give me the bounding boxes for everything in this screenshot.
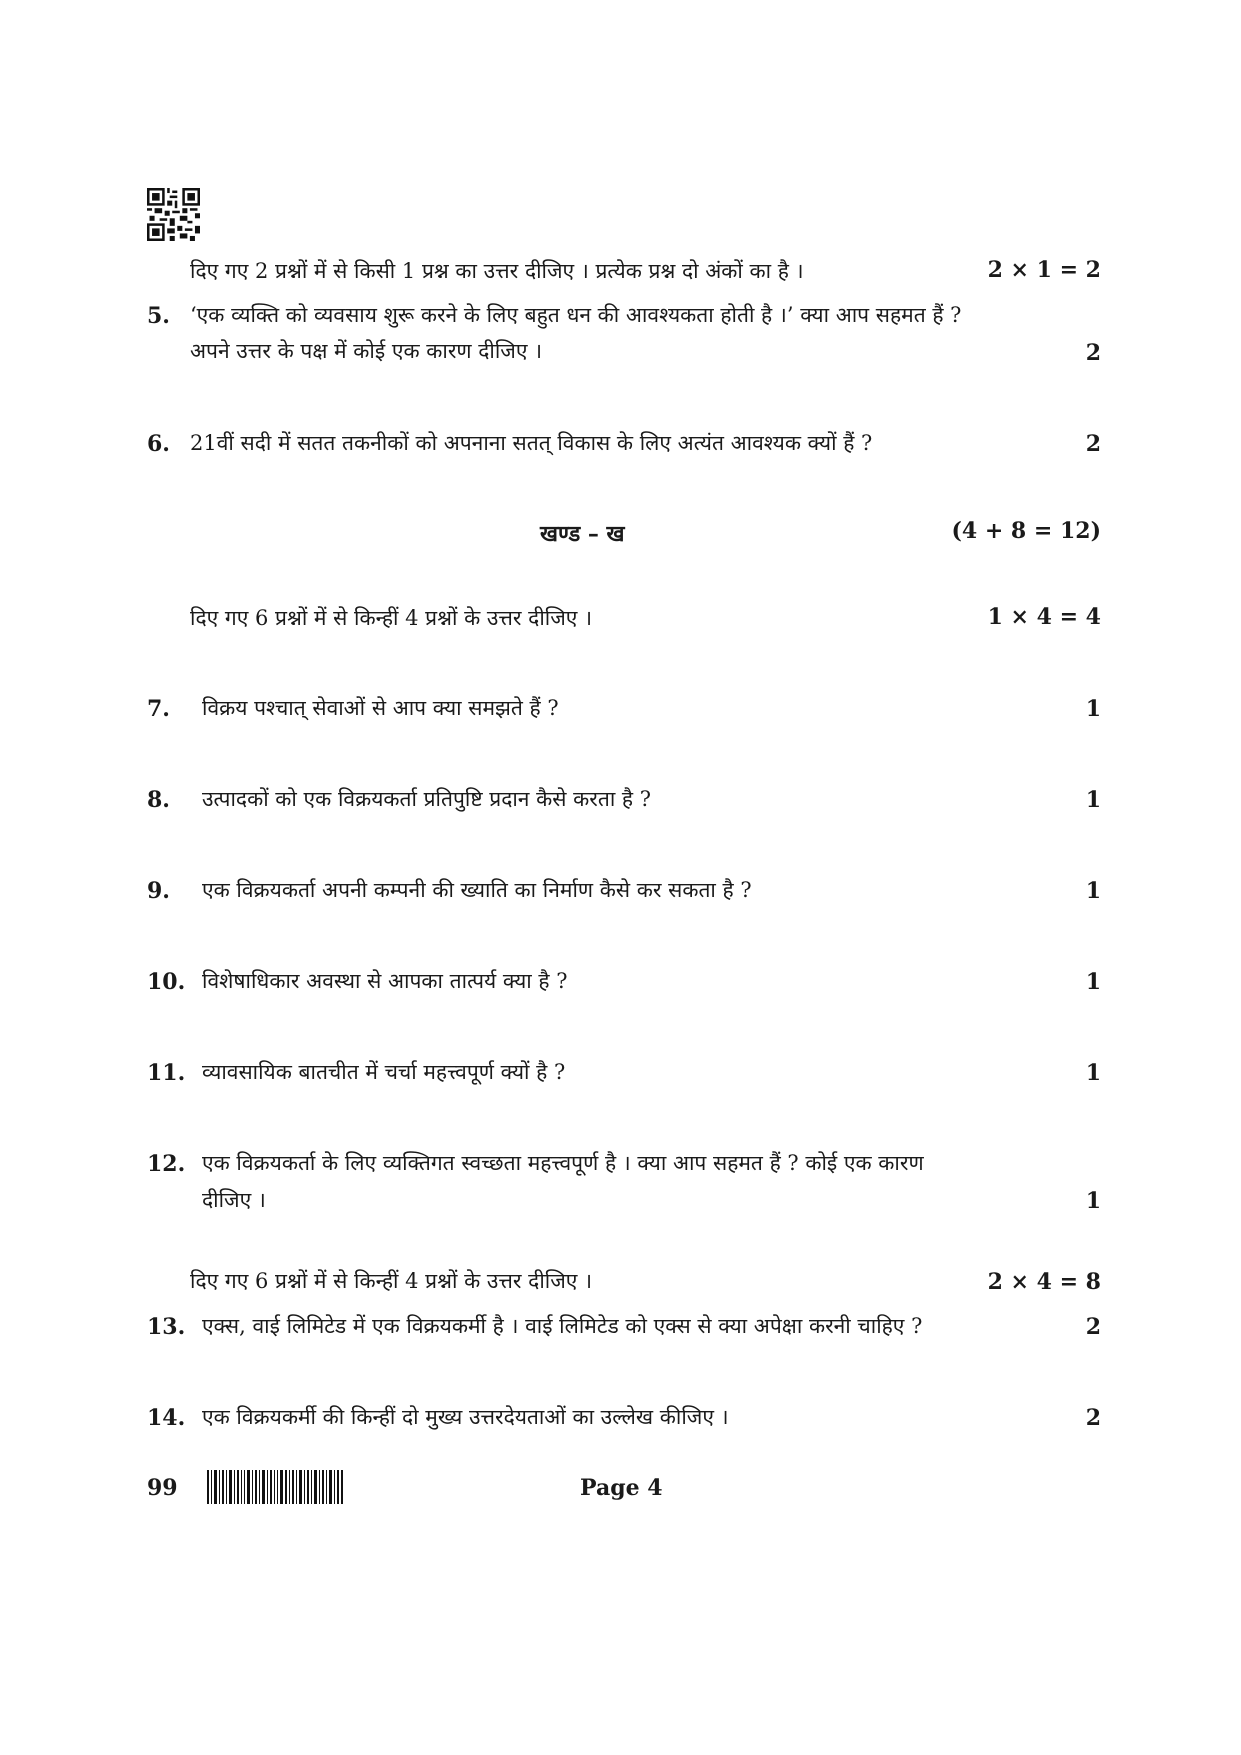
question-text: ‘एक व्यक्ति को व्यवसाय शुरू करने के लिए बहुत धन की आवश्यकता होती है ।’ क्या आप सहमत हैं ? bbox=[190, 303, 962, 327]
question-text: विशेषाधिकार अवस्था से आपका तात्पर्य क्या है ? bbox=[202, 969, 568, 993]
question-text: एक विक्रयकर्ता अपनी कम्पनी की ख्याति का निर्माण कैसे कर सकता है ? bbox=[202, 878, 752, 902]
question-text: एक विक्रयकर्मी की किन्हीं दो मुख्य उत्तरदेयताओं का उल्लेख कीजिए । bbox=[202, 1405, 729, 1429]
question-text: एक विक्रयकर्ता के लिए व्यक्तिगत स्वच्छता महत्त्वपूर्ण है । क्या आप सहमत हैं ? कोई एक कारण bbox=[202, 1151, 924, 1175]
instruction-marks: 2 × 4 = 8 bbox=[987, 1269, 1101, 1295]
question-number: 12. bbox=[147, 1151, 186, 1177]
question-marks: 1 bbox=[1085, 878, 1101, 904]
question-number: 10. bbox=[147, 969, 186, 995]
instruction-marks: 1 × 4 = 4 bbox=[987, 604, 1101, 630]
question-text: विक्रय पश्चात् सेवाओं से आप क्या समझते हैं ? bbox=[202, 696, 559, 720]
instruction-section-a: दिए गए 2 प्रश्नों में से किसी 1 प्रश्न का उत्तर दीजिए । प्रत्येक प्रश्न दो अंकों का है । bbox=[190, 259, 804, 283]
question-text: एक्स, वाई लिमिटेड में एक विक्रयकर्मी है । वाई लिमिटेड को एक्स से क्या अपेक्षा करनी चाहिए ? bbox=[202, 1314, 923, 1338]
question-number: 8. bbox=[147, 787, 170, 813]
qr-code-icon bbox=[147, 188, 200, 241]
question-text-continued: अपने उत्तर के पक्ष में कोई एक कारण दीजिए । bbox=[190, 339, 543, 363]
question-marks: 2 bbox=[1085, 1314, 1101, 1340]
question-text: व्यावसायिक बातचीत में चर्चा महत्त्वपूर्ण क्यों है ? bbox=[202, 1060, 566, 1084]
instruction-part-2: दिए गए 6 प्रश्नों में से किन्हीं 4 प्रश्नों के उत्तर दीजिए । bbox=[190, 1269, 593, 1293]
question-marks: 2 bbox=[1085, 340, 1101, 366]
paper-code: 99 bbox=[147, 1475, 178, 1501]
question-number: 5. bbox=[147, 303, 170, 329]
question-number: 9. bbox=[147, 878, 170, 904]
instruction-part-1: दिए गए 6 प्रश्नों में से किन्हीं 4 प्रश्नों के उत्तर दीजिए । bbox=[190, 606, 593, 630]
question-marks: 1 bbox=[1085, 969, 1101, 995]
question-marks: 2 bbox=[1085, 431, 1101, 457]
instruction-marks: 2 × 1 = 2 bbox=[987, 257, 1101, 283]
question-number: 6. bbox=[147, 431, 170, 457]
question-text: 21वीं सदी में सतत तकनीकों को अपनाना सतत् विकास के लिए अत्यंत आवश्यक क्यों हैं ? bbox=[190, 431, 873, 455]
question-marks: 1 bbox=[1085, 696, 1101, 722]
question-marks: 1 bbox=[1085, 787, 1101, 813]
question-number: 13. bbox=[147, 1314, 186, 1340]
section-title: खण्ड – ख bbox=[540, 521, 625, 547]
question-text: उत्पादकों को एक विक्रयकर्ता प्रतिपुष्टि प्रदान कैसे करता है ? bbox=[202, 787, 652, 811]
question-marks: 1 bbox=[1085, 1188, 1101, 1214]
question-marks: 2 bbox=[1085, 1405, 1101, 1431]
question-marks: 1 bbox=[1085, 1060, 1101, 1086]
question-text-continued: दीजिए । bbox=[202, 1188, 266, 1212]
page-number: Page 4 bbox=[580, 1475, 663, 1501]
question-number: 11. bbox=[147, 1060, 186, 1086]
question-number: 14. bbox=[147, 1405, 186, 1431]
section-total-marks: (4 + 8 = 12) bbox=[951, 518, 1101, 544]
barcode-icon bbox=[207, 1470, 343, 1504]
question-number: 7. bbox=[147, 696, 170, 722]
